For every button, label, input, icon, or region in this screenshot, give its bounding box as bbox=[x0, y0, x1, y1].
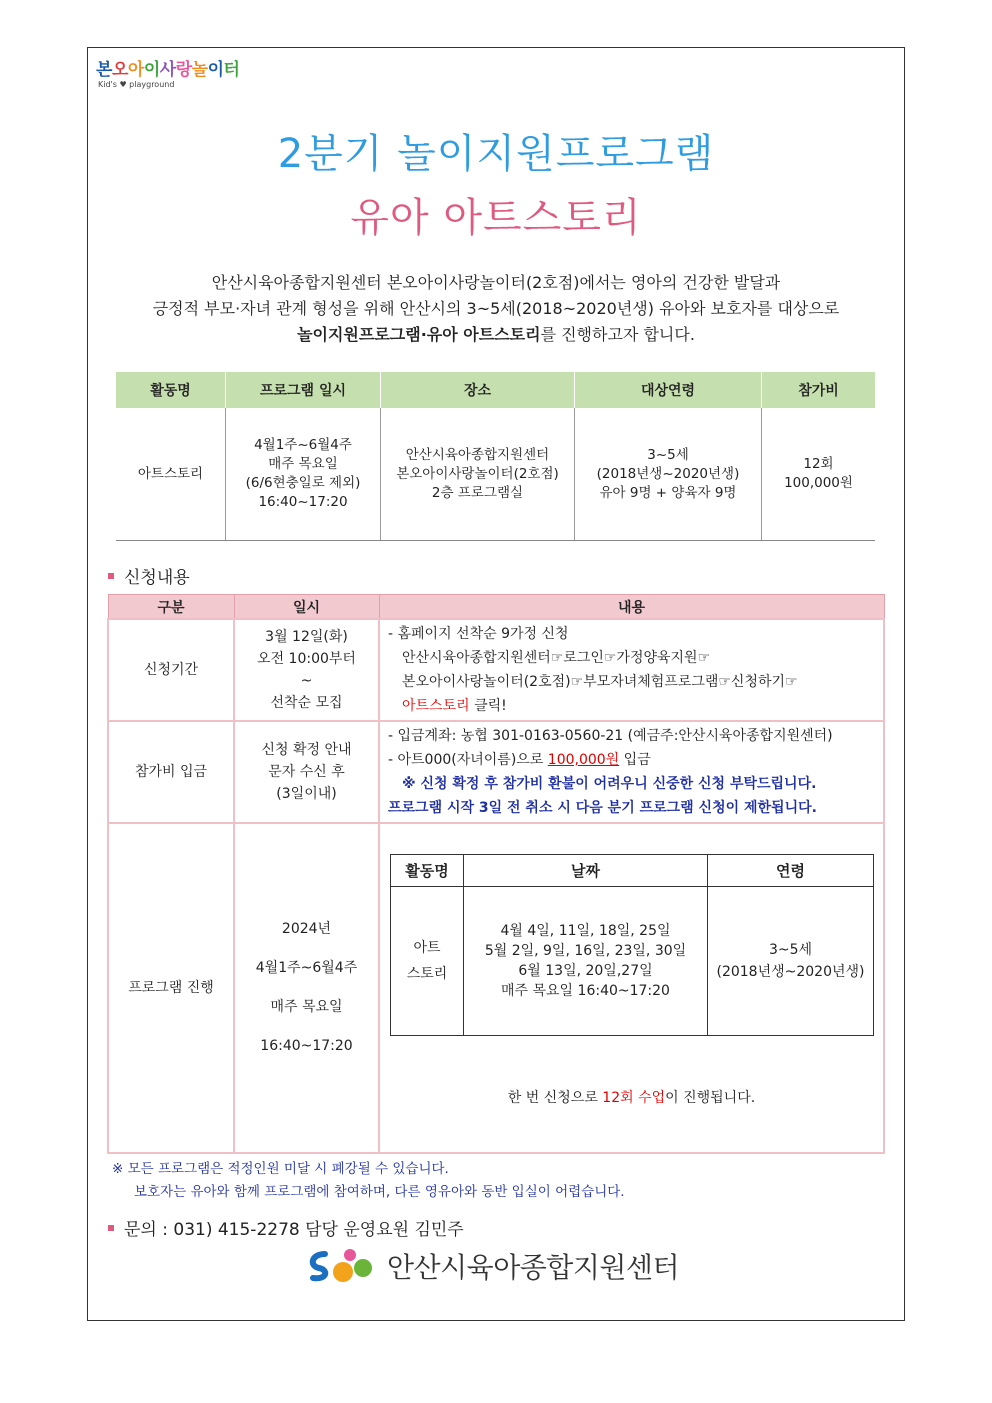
age-line: 3~5세 bbox=[768, 942, 813, 958]
date-line: 2024년 bbox=[281, 921, 332, 937]
schedule-line: (6/6현충일로 제외) bbox=[245, 475, 361, 491]
note-line: ※ 모든 프로그램은 적정인원 미달 시 폐강될 수 있습니다. bbox=[112, 1161, 449, 1177]
age-line: (2018년생~2020년생) bbox=[596, 465, 740, 482]
program-table bbox=[390, 854, 874, 1036]
date-line: ~ bbox=[300, 673, 313, 689]
date-line: 16:40~17:20 bbox=[260, 1038, 353, 1054]
section-title: 신청내용 bbox=[124, 568, 190, 588]
summary-place bbox=[381, 408, 575, 541]
apply-header-row bbox=[108, 595, 884, 620]
content-line: 안산시육아종합지원센터☞로그인☞가정양육지원☞ bbox=[402, 650, 711, 666]
place-line: 본오아이사랑놀이터(2호점) bbox=[396, 465, 559, 482]
section-heading bbox=[108, 563, 190, 588]
program-header-row bbox=[391, 855, 874, 887]
row-label: 참가비 입금 bbox=[108, 721, 234, 823]
place-line: 2층 프로그램실 bbox=[431, 484, 524, 501]
age-line: 3~5세 bbox=[647, 446, 689, 463]
deposit-text: 입금 bbox=[619, 752, 651, 768]
row-content bbox=[379, 823, 884, 1153]
schedule-line: 16:40~17:20 bbox=[258, 494, 348, 510]
dates-line: 매주 목요일 16:40~17:20 bbox=[501, 983, 670, 999]
row-date bbox=[234, 721, 379, 823]
name-line: 아트 bbox=[413, 940, 441, 956]
program-row bbox=[391, 887, 874, 1036]
row-content bbox=[379, 721, 884, 823]
summary-table bbox=[116, 372, 875, 541]
date-line: 오전 10:00부터 bbox=[257, 651, 356, 667]
bullet-icon bbox=[108, 573, 114, 579]
contact-text: 문의 : 031) 415-2278 담당 운영요원 김민주 bbox=[124, 1220, 464, 1240]
summary-fee bbox=[762, 408, 876, 541]
program-name bbox=[391, 887, 464, 1036]
program-header: 활동명 bbox=[391, 855, 464, 887]
fee-line: 12회 bbox=[803, 456, 834, 472]
intro-line3 bbox=[95, 322, 897, 348]
bullet-icon bbox=[108, 1225, 114, 1231]
apply-header: 일시 bbox=[234, 595, 379, 620]
intro-line3-rest: 를 진행하고자 합니다. bbox=[540, 325, 695, 344]
program-note bbox=[388, 1086, 875, 1110]
row-date bbox=[234, 823, 379, 1153]
logo-text: 본오아이사랑놀이터 bbox=[96, 60, 240, 80]
deposit-amount: 100,000원 bbox=[547, 752, 620, 768]
deposit-line bbox=[388, 748, 875, 772]
click-text: 클릭! bbox=[469, 698, 507, 714]
summary-header: 대상연령 bbox=[575, 372, 762, 408]
summary-header-row bbox=[116, 372, 875, 408]
schedule-line: 매주 목요일 bbox=[268, 456, 338, 472]
content-line: 본오아이사랑놀이터(2호점)☞부모자녀체험프로그램☞신청하기☞ bbox=[402, 674, 798, 690]
center-name: 안산시육아종합지원센터 bbox=[387, 1251, 680, 1284]
age-line: 유아 9명 + 양육자 9명 bbox=[599, 484, 737, 501]
summary-header: 프로그램 일시 bbox=[226, 372, 381, 408]
logo-subtitle: Kid's ♥ playground bbox=[98, 80, 175, 89]
age-line: (2018년생~2020년생) bbox=[716, 964, 865, 980]
dates-line: 6월 13일, 20일,27일 bbox=[518, 963, 653, 979]
dates-line: 4월 4일, 11일, 18일, 25일 bbox=[500, 923, 671, 939]
logo bbox=[96, 60, 239, 89]
content-line: - 홈페이지 선착순 9가정 신청 bbox=[388, 626, 569, 642]
warning-line: 프로그램 시작 3일 전 취소 시 다음 분기 프로그램 신청이 제한됩니다. bbox=[388, 800, 817, 816]
date-line: 4월1주~6월4주 bbox=[255, 960, 358, 976]
intro-program-name: 놀이지원프로그램·유아 아트스토리 bbox=[297, 325, 541, 344]
name-line: 스토리 bbox=[406, 966, 448, 982]
notes bbox=[112, 1158, 625, 1204]
program-link: 아트스토리 bbox=[402, 698, 470, 714]
program-age bbox=[708, 887, 874, 1036]
row-date bbox=[234, 619, 379, 721]
date-line: 신청 확정 안내 bbox=[261, 742, 352, 758]
apply-row-period bbox=[108, 619, 884, 721]
apply-header: 구분 bbox=[108, 595, 234, 620]
summary-header: 활동명 bbox=[116, 372, 226, 408]
apply-header: 내용 bbox=[379, 595, 884, 620]
content-line bbox=[388, 694, 875, 718]
center-logo-icon bbox=[305, 1246, 377, 1286]
warning-line: ※ 신청 확정 후 참가비 환불이 어려우니 신중한 신청 부탁드립니다. bbox=[402, 776, 817, 792]
schedule-line: 4월1주~6월4주 bbox=[254, 437, 352, 453]
note-line: 보호자는 유아와 함께 프로그램에 참여하며, 다른 영유아와 동반 입실이 어렵습니다. bbox=[134, 1184, 625, 1200]
program-header: 날짜 bbox=[464, 855, 708, 887]
date-line: 3월 12일(화) bbox=[265, 629, 348, 645]
note-text: 이 진행됩니다. bbox=[665, 1090, 756, 1106]
date-line: (3일이내) bbox=[276, 786, 337, 802]
summary-schedule bbox=[226, 408, 381, 541]
deposit-text: - 아트000(자녀이름)으로 bbox=[388, 752, 548, 768]
place-line: 안산시육아종합지원센터 bbox=[405, 446, 550, 463]
note-text: 한 번 신청으로 bbox=[507, 1090, 603, 1106]
row-content bbox=[379, 619, 884, 721]
apply-table bbox=[107, 594, 885, 1154]
summary-name: 아트스토리 bbox=[116, 408, 226, 541]
row-label: 프로그램 진행 bbox=[108, 823, 234, 1153]
intro-line2: 긍정적 부모·자녀 관계 형성을 위해 안산시의 3~5세(2018~2020년생) 유아와 보호자를 대상으로 bbox=[152, 299, 840, 318]
account-line: - 입금계좌: 농협 301-0163-0560-21 (예금주:안산시육아종합지원센터) bbox=[388, 728, 833, 744]
apply-row-program bbox=[108, 823, 884, 1153]
title-line1: 2분기 놀이지원프로그램 bbox=[277, 131, 715, 177]
summary-row bbox=[116, 408, 875, 541]
footer-logo bbox=[305, 1246, 679, 1286]
apply-row-fee bbox=[108, 721, 884, 823]
program-dates bbox=[464, 887, 708, 1036]
note-highlight: 12회 수업 bbox=[602, 1090, 666, 1106]
fee-line: 100,000원 bbox=[784, 475, 853, 491]
intro-paragraph bbox=[95, 270, 897, 348]
date-line: 선착순 모집 bbox=[270, 695, 343, 711]
title-line2: 유아 아트스토리 bbox=[350, 195, 642, 241]
summary-age bbox=[575, 408, 762, 541]
date-line: 문자 수신 후 bbox=[268, 764, 345, 780]
date-line: 매주 목요일 bbox=[270, 999, 343, 1015]
intro-line1: 안산시육아종합지원센터 본오아이사랑놀이터(2호점)에서는 영아의 건강한 발달과 bbox=[211, 273, 781, 292]
dates-line: 5월 2일, 9일, 16일, 23일, 30일 bbox=[484, 943, 687, 959]
row-label: 신청기간 bbox=[108, 619, 234, 721]
contact bbox=[108, 1215, 464, 1240]
program-header: 연령 bbox=[708, 855, 874, 887]
summary-header: 장소 bbox=[381, 372, 575, 408]
summary-header: 참가비 bbox=[762, 372, 876, 408]
